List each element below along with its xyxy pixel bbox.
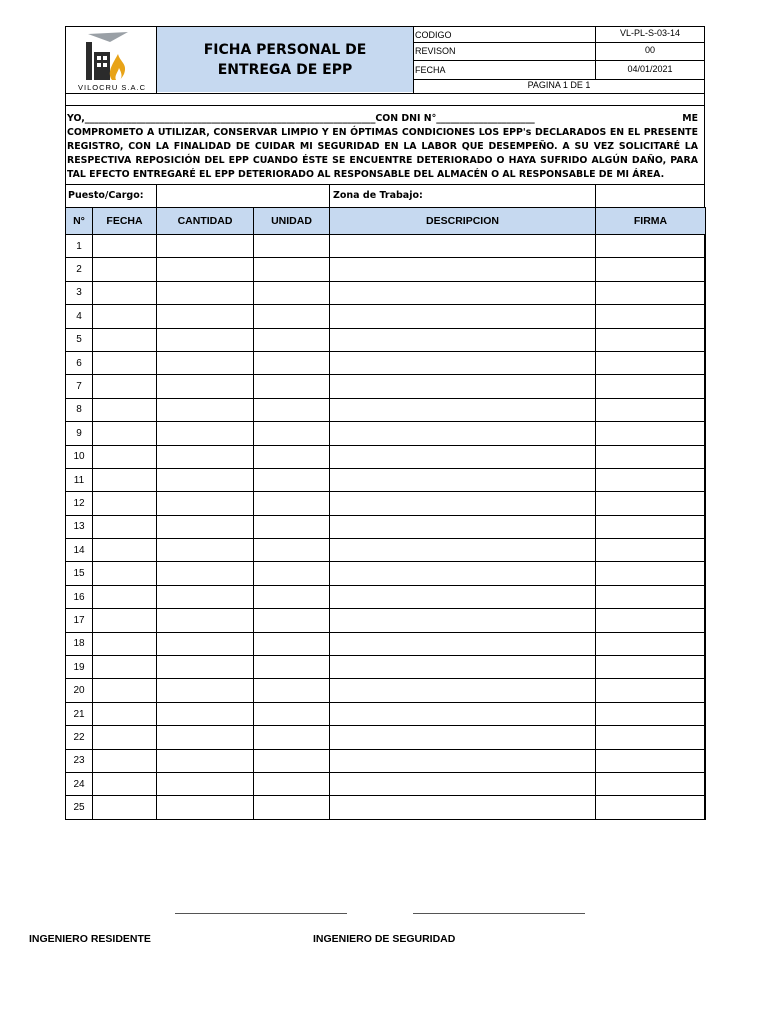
row-number: 15 — [66, 562, 93, 585]
cantidad-cell[interactable] — [157, 398, 254, 421]
row-number: 19 — [66, 656, 93, 679]
descripcion-cell[interactable] — [330, 305, 596, 328]
fecha-cell[interactable] — [93, 492, 157, 515]
epp-table — [65, 207, 706, 820]
table-row — [66, 515, 706, 538]
cantidad-cell[interactable] — [157, 562, 254, 585]
row-number: 4 — [66, 305, 93, 328]
table-row — [66, 726, 706, 749]
fecha-cell[interactable] — [93, 726, 157, 749]
cantidad-cell[interactable] — [157, 726, 254, 749]
row-number: 24 — [66, 772, 93, 795]
unidad-cell[interactable] — [254, 492, 330, 515]
firma-cell[interactable] — [596, 492, 706, 515]
cantidad-cell[interactable] — [157, 585, 254, 608]
cantidad-cell[interactable] — [157, 258, 254, 281]
table-row — [66, 375, 706, 398]
cantidad-cell[interactable] — [157, 749, 254, 772]
fecha-cell[interactable] — [93, 539, 157, 562]
revision-label: REVISON — [415, 46, 456, 56]
row-number: 3 — [66, 281, 93, 304]
descripcion-cell[interactable] — [330, 585, 596, 608]
signature-label-seguridad: INGENIERO DE SEGURIDAD — [313, 933, 456, 945]
descripcion-cell[interactable] — [330, 632, 596, 655]
table-row — [66, 351, 706, 374]
cantidad-cell[interactable] — [157, 609, 254, 632]
unidad-cell[interactable] — [254, 656, 330, 679]
row-number: 5 — [66, 328, 93, 351]
cantidad-cell[interactable] — [157, 351, 254, 374]
cantidad-cell[interactable] — [157, 772, 254, 795]
table-row — [66, 235, 706, 258]
firma-cell[interactable] — [596, 539, 706, 562]
row-number: 2 — [66, 258, 93, 281]
title-line-1: FICHA PERSONAL DE — [203, 41, 367, 58]
unidad-cell[interactable] — [254, 772, 330, 795]
table-row — [66, 492, 706, 515]
fecha-cell[interactable] — [93, 772, 157, 795]
firma-cell[interactable] — [596, 679, 706, 702]
document-title — [157, 27, 413, 92]
table-row — [66, 749, 706, 772]
descripcion-cell[interactable] — [330, 749, 596, 772]
row-number: 21 — [66, 702, 93, 725]
descripcion-cell[interactable] — [330, 398, 596, 421]
unidad-cell[interactable] — [254, 679, 330, 702]
row-number: 18 — [66, 632, 93, 655]
firma-cell[interactable] — [596, 796, 706, 819]
fecha-cell[interactable] — [93, 235, 157, 258]
descripcion-cell[interactable] — [330, 726, 596, 749]
spacer-bottom-line — [65, 105, 705, 106]
table-row — [66, 422, 706, 445]
codigo-value: VL-PL-S-03-14 — [619, 28, 681, 38]
table-row — [66, 445, 706, 468]
unidad-cell[interactable] — [254, 702, 330, 725]
row-number: 9 — [66, 422, 93, 445]
row-number: 16 — [66, 585, 93, 608]
unidad-cell[interactable] — [254, 539, 330, 562]
signature-line-seguridad — [413, 913, 585, 914]
unidad-cell[interactable] — [254, 375, 330, 398]
descripcion-cell[interactable] — [330, 609, 596, 632]
unidad-cell[interactable] — [254, 422, 330, 445]
fecha-cell[interactable] — [93, 328, 157, 351]
fecha-cell[interactable] — [93, 445, 157, 468]
unidad-cell[interactable] — [254, 609, 330, 632]
cantidad-cell[interactable] — [157, 445, 254, 468]
table-row — [66, 702, 706, 725]
descripcion-cell[interactable] — [330, 515, 596, 538]
commitment-yo-text: YO,______________________________________________________________CON DNI N°_____________________ — [67, 113, 535, 124]
table-row — [66, 562, 706, 585]
row-number: 25 — [66, 796, 93, 819]
col-header-descripcion: DESCRIPCION — [330, 208, 596, 235]
row-number: 10 — [66, 445, 93, 468]
fecha-cell[interactable] — [93, 398, 157, 421]
firma-cell[interactable] — [596, 422, 706, 445]
firma-cell[interactable] — [596, 515, 706, 538]
descripcion-cell[interactable] — [330, 281, 596, 304]
zona-input[interactable] — [596, 185, 704, 207]
fecha-cell[interactable] — [93, 468, 157, 491]
firma-cell[interactable] — [596, 585, 706, 608]
table-row — [66, 539, 706, 562]
descripcion-cell[interactable] — [330, 235, 596, 258]
descripcion-cell[interactable] — [330, 328, 596, 351]
unidad-cell[interactable] — [254, 749, 330, 772]
row-number: 13 — [66, 515, 93, 538]
row-number: 7 — [66, 375, 93, 398]
table-row — [66, 305, 706, 328]
fecha-cell[interactable] — [93, 375, 157, 398]
firma-cell[interactable] — [596, 258, 706, 281]
unidad-cell[interactable] — [254, 328, 330, 351]
puesto-input[interactable] — [157, 185, 329, 207]
unidad-cell[interactable] — [254, 468, 330, 491]
table-row — [66, 585, 706, 608]
fecha-cell[interactable] — [93, 632, 157, 655]
cantidad-cell[interactable] — [157, 328, 254, 351]
unidad-cell[interactable] — [254, 351, 330, 374]
fecha-value: 04/01/2021 — [627, 64, 673, 74]
fecha-cell[interactable] — [93, 351, 157, 374]
cantidad-cell[interactable] — [157, 539, 254, 562]
table-row — [66, 632, 706, 655]
row-number: 20 — [66, 679, 93, 702]
cantidad-cell[interactable] — [157, 468, 254, 491]
table-header-row — [66, 208, 706, 235]
fecha-cell[interactable] — [93, 281, 157, 304]
cantidad-cell[interactable] — [157, 281, 254, 304]
table-row — [66, 609, 706, 632]
row-number: 12 — [66, 492, 93, 515]
row-number: 17 — [66, 609, 93, 632]
table-row — [66, 398, 706, 421]
cantidad-cell[interactable] — [157, 375, 254, 398]
puesto-divider-2 — [329, 184, 330, 208]
unidad-cell[interactable] — [254, 445, 330, 468]
row-number: 6 — [66, 351, 93, 374]
unidad-cell[interactable] — [254, 515, 330, 538]
firma-cell[interactable] — [596, 609, 706, 632]
commitment-paragraph — [67, 112, 698, 182]
descripcion-cell[interactable] — [330, 422, 596, 445]
page-number: PAGINA 1 DE 1 — [527, 80, 591, 90]
descripcion-cell[interactable] — [330, 796, 596, 819]
commitment-yo-line[interactable] — [67, 112, 698, 126]
cantidad-cell[interactable] — [157, 422, 254, 445]
table-row — [66, 796, 706, 819]
company-name: VILOCRU S.A.C — [77, 83, 146, 92]
firma-cell[interactable] — [596, 726, 706, 749]
descripcion-cell[interactable] — [330, 656, 596, 679]
descripcion-cell[interactable] — [330, 702, 596, 725]
fecha-cell[interactable] — [93, 515, 157, 538]
fecha-cell[interactable] — [93, 796, 157, 819]
row-number: 8 — [66, 398, 93, 421]
cantidad-cell[interactable] — [157, 305, 254, 328]
fecha-cell[interactable] — [93, 422, 157, 445]
fecha-cell[interactable] — [93, 562, 157, 585]
row-number: 14 — [66, 539, 93, 562]
table-row — [66, 656, 706, 679]
unidad-cell[interactable] — [254, 281, 330, 304]
firma-cell[interactable] — [596, 375, 706, 398]
table-row — [66, 281, 706, 304]
fecha-cell[interactable] — [93, 305, 157, 328]
fecha-cell[interactable] — [93, 585, 157, 608]
descripcion-cell[interactable] — [330, 258, 596, 281]
unidad-cell[interactable] — [254, 562, 330, 585]
row-number: 11 — [66, 468, 93, 491]
descripcion-cell[interactable] — [330, 375, 596, 398]
descripcion-cell[interactable] — [330, 492, 596, 515]
firma-cell[interactable] — [596, 235, 706, 258]
table-row — [66, 258, 706, 281]
revision-value: 00 — [644, 45, 655, 55]
signature-line-residente — [175, 913, 347, 914]
firma-cell[interactable] — [596, 656, 706, 679]
title-line-2: ENTREGA DE EPP — [217, 61, 353, 78]
cantidad-cell[interactable] — [157, 515, 254, 538]
descripcion-cell[interactable] — [330, 539, 596, 562]
cantidad-cell[interactable] — [157, 235, 254, 258]
firma-cell[interactable] — [596, 351, 706, 374]
col-header-cantidad: CANTIDAD — [157, 208, 254, 235]
firma-cell[interactable] — [596, 562, 706, 585]
fecha-cell[interactable] — [93, 609, 157, 632]
descripcion-cell[interactable] — [330, 445, 596, 468]
unidad-cell[interactable] — [254, 726, 330, 749]
firma-cell[interactable] — [596, 702, 706, 725]
commitment-body: COMPROMETO A UTILIZAR, CONSERVAR LIMPIO Y EN ÓPTIMAS CONDICIONES LOS EPP's DECLARADOS EN EL PRESENTE REGISTRO, CON LA FINALIDAD DE CUIDAR MI SEGURIDAD EN LA LABOR QUE DESEMPEÑO. A SU VEZ SOLICITARÉ LA RESPECTIVA REPOSICIÓN DEL EPP CUANDO ÉSTE SE ENCUENTRE DETERIORADO O HAYA SUFRIDO ALGÚN DAÑO, PARA TAL EFECTO ENTREGARÉ EL EPP DETERIORADO AL RESPONSABLE DEL ALMACÉN O AL RESPONSABLE DE MI ÁREA. — [67, 127, 698, 180]
fecha-cell[interactable] — [93, 656, 157, 679]
col-header-unidad: UNIDAD — [254, 208, 330, 235]
unidad-cell[interactable] — [254, 258, 330, 281]
firma-cell[interactable] — [596, 398, 706, 421]
fecha-cell[interactable] — [93, 749, 157, 772]
col-header-fecha: FECHA — [93, 208, 157, 235]
firma-cell[interactable] — [596, 632, 706, 655]
table-row — [66, 328, 706, 351]
cantidad-cell[interactable] — [157, 492, 254, 515]
signature-label-residente: INGENIERO RESIDENTE — [29, 933, 151, 945]
table-row — [66, 772, 706, 795]
cantidad-cell[interactable] — [157, 656, 254, 679]
firma-cell[interactable] — [596, 281, 706, 304]
firma-cell[interactable] — [596, 328, 706, 351]
descripcion-cell[interactable] — [330, 562, 596, 585]
col-header-numero: N° — [66, 208, 93, 235]
table-row — [66, 468, 706, 491]
firma-cell[interactable] — [596, 305, 706, 328]
descripcion-cell[interactable] — [330, 679, 596, 702]
firma-cell[interactable] — [596, 772, 706, 795]
descripcion-cell[interactable] — [330, 468, 596, 491]
header-bottom-line — [65, 93, 705, 94]
firma-cell[interactable] — [596, 445, 706, 468]
fecha-cell[interactable] — [93, 258, 157, 281]
col-header-firma: FIRMA — [596, 208, 706, 235]
unidad-cell[interactable] — [254, 398, 330, 421]
table-row — [66, 679, 706, 702]
cantidad-cell[interactable] — [157, 679, 254, 702]
cantidad-cell[interactable] — [157, 632, 254, 655]
commitment-me-text: ME — [682, 113, 698, 124]
fecha-cell[interactable] — [93, 702, 157, 725]
fecha-cell[interactable] — [93, 679, 157, 702]
puesto-label: Puesto/Cargo: — [68, 190, 144, 201]
unidad-cell[interactable] — [254, 632, 330, 655]
row-number: 22 — [66, 726, 93, 749]
cantidad-cell[interactable] — [157, 796, 254, 819]
row-number: 23 — [66, 749, 93, 772]
firma-cell[interactable] — [596, 468, 706, 491]
descripcion-cell[interactable] — [330, 351, 596, 374]
descripcion-cell[interactable] — [330, 772, 596, 795]
unidad-cell[interactable] — [254, 585, 330, 608]
unidad-cell[interactable] — [254, 235, 330, 258]
zona-label: Zona de Trabajo: — [333, 190, 423, 201]
unidad-cell[interactable] — [254, 796, 330, 819]
codigo-label: CODIGO — [415, 30, 452, 40]
firma-cell[interactable] — [596, 749, 706, 772]
cantidad-cell[interactable] — [157, 702, 254, 725]
unidad-cell[interactable] — [254, 305, 330, 328]
row-number: 1 — [66, 235, 93, 258]
fecha-label: FECHA — [415, 65, 446, 75]
